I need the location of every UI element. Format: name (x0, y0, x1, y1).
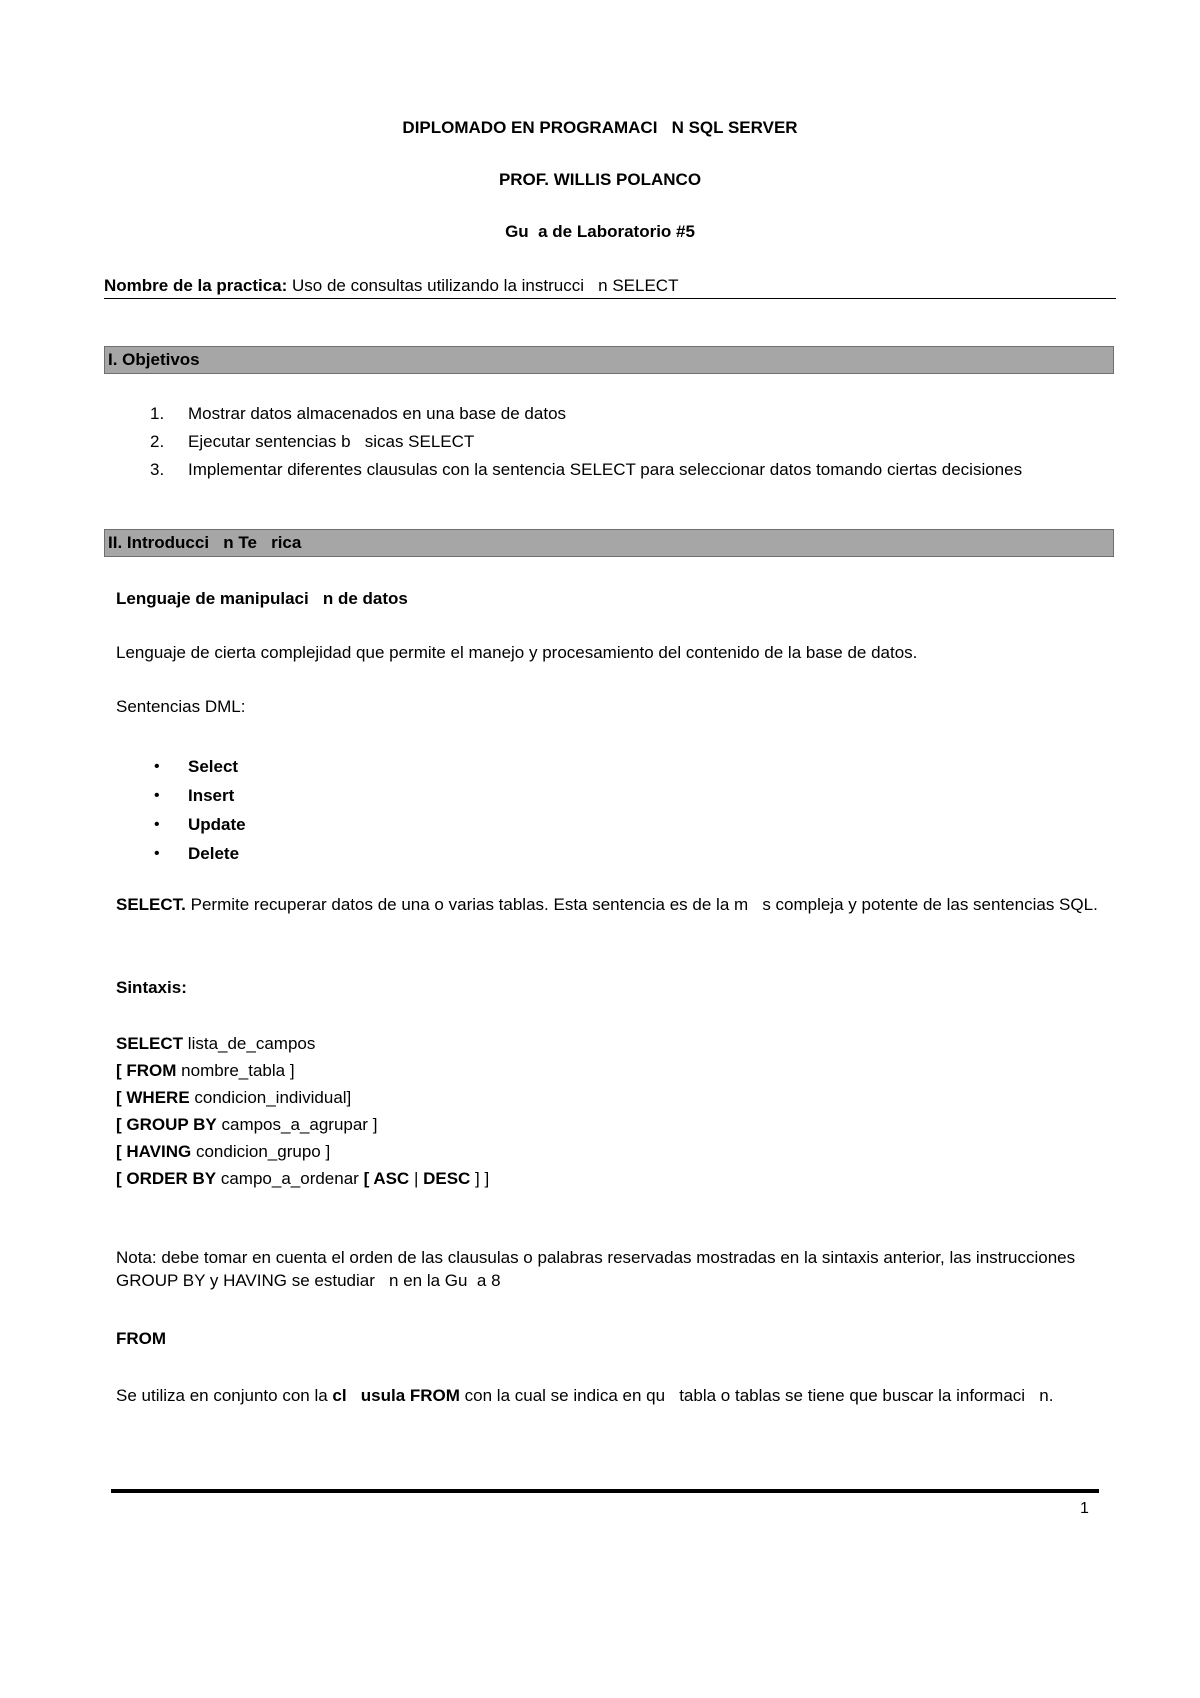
dml-paragraph: Lenguaje de cierta complejidad que permite el manejo y procesamiento del contenido de la base de datos. (116, 643, 918, 662)
section-objectives-header: I. Objetivos (104, 346, 1114, 374)
list-item (150, 755, 246, 778)
syntax-label: Sintaxis: (116, 978, 187, 997)
list-item (150, 458, 1110, 481)
from-keyword: cl usula FROM (332, 1386, 460, 1405)
syntax-keyword: [ HAVING (116, 1142, 192, 1161)
practice-name-line (104, 276, 1116, 299)
practice-label: Nombre de la practica: (104, 276, 288, 295)
syntax-text: | (409, 1169, 424, 1188)
syntax-text: campos_a_agrupar ] (216, 1115, 378, 1134)
from-text: Se utiliza en conjunto con la (116, 1386, 333, 1405)
syntax-keyword: DESC (423, 1169, 471, 1188)
dml-subtitle: Lenguaje de manipulaci n de datos (116, 589, 408, 608)
list-item-text: Mostrar datos almacenados en una base de datos (188, 404, 567, 423)
syntax-block (116, 1030, 489, 1192)
syntax-line (116, 1084, 489, 1111)
section-introduction-header: II. Introducci n Te rica (104, 529, 1114, 557)
dml-label: Sentencias DML: (116, 697, 246, 716)
objectives-list (150, 402, 1110, 486)
list-item (150, 813, 246, 836)
list-item-text: Insert (188, 786, 235, 805)
syntax-text: lista_de_campos (183, 1034, 316, 1053)
syntax-line (116, 1057, 489, 1084)
list-item-text: Ejecutar sentencias b sicas SELECT (188, 432, 475, 451)
syntax-line (116, 1138, 489, 1165)
syntax-keyword: [ WHERE (116, 1088, 190, 1107)
list-item (150, 842, 246, 865)
syntax-line (116, 1030, 489, 1057)
practice-value: Uso de consultas utilizando la instrucci n SELECT (287, 276, 679, 295)
list-item-text: Delete (188, 844, 240, 863)
list-number: 1. (150, 404, 165, 423)
list-number: 3. (150, 460, 165, 479)
select-paragraph (116, 893, 1110, 916)
syntax-keyword: [ FROM (116, 1061, 177, 1080)
list-item (150, 784, 246, 807)
from-title: FROM (116, 1329, 167, 1348)
bullet-icon: • (154, 845, 160, 862)
page-number: 1 (1080, 1500, 1089, 1517)
bullet-icon: • (154, 758, 160, 775)
list-item-text: Implementar diferentes clausulas con la sentencia SELECT para seleccionar datos tomando ciertas decisiones (188, 460, 1023, 479)
dml-list (150, 755, 246, 871)
syntax-text: condicion_grupo ] (191, 1142, 331, 1161)
list-number: 2. (150, 432, 165, 451)
syntax-keyword: [ ASC (363, 1169, 410, 1188)
from-text: con la cual se indica en qu tabla o tablas se tiene que buscar la informaci n. (459, 1386, 1054, 1405)
from-paragraph (116, 1384, 1110, 1407)
syntax-keyword: [ ORDER BY (116, 1169, 217, 1188)
note-paragraph: Nota: debe tomar en cuenta el orden de las clausulas o palabras reservadas mostradas en la sintaxis anterior, las instrucciones GROUP BY y HAVING se estudiar n en la Gu a 8 (116, 1248, 1080, 1290)
bullet-icon: • (154, 787, 160, 804)
list-item-text: Update (188, 815, 246, 834)
list-item-text: Select (188, 757, 239, 776)
bullet-icon: • (154, 816, 160, 833)
syntax-text: nombre_tabla ] (176, 1061, 295, 1080)
list-item (150, 430, 1110, 453)
list-item (150, 402, 1110, 425)
syntax-line (116, 1165, 489, 1192)
syntax-line (116, 1111, 489, 1138)
syntax-keyword: SELECT (116, 1034, 184, 1053)
select-text: Permite recuperar datos de una o varias tablas. Esta sentencia es de la m s compleja y potente de las sentencias SQL. (185, 895, 1098, 914)
select-label: SELECT. (116, 895, 186, 914)
syntax-text: condicion_individual] (189, 1088, 352, 1107)
syntax-text: ] ] (470, 1169, 490, 1188)
document-title: DIPLOMADO EN PROGRAMACI N SQL SERVER (402, 118, 798, 137)
syntax-text: campo_a_ordenar (216, 1169, 364, 1188)
footer-divider (111, 1489, 1099, 1493)
syntax-keyword: [ GROUP BY (116, 1115, 217, 1134)
guide-title: Gu a de Laboratorio #5 (505, 222, 695, 241)
professor-name: PROF. WILLIS POLANCO (498, 170, 702, 189)
